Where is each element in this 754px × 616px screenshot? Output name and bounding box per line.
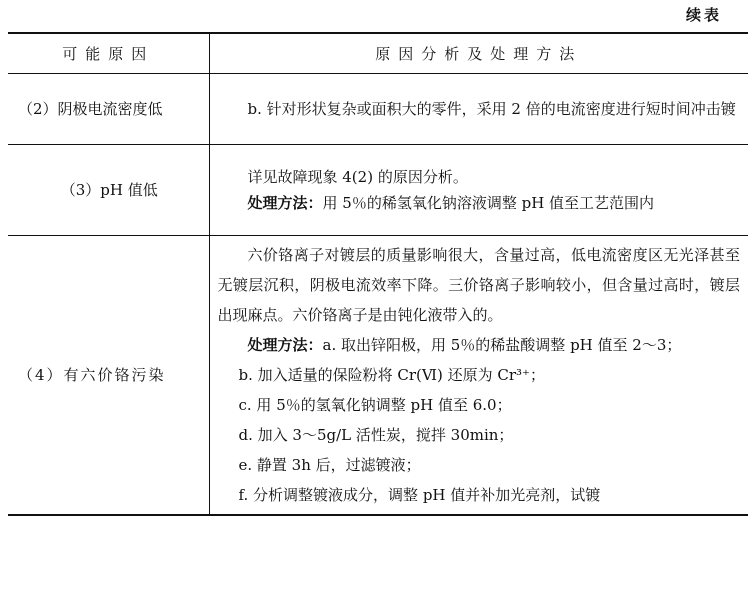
analysis-paragraph: [218, 190, 741, 216]
cause-cell: （3）pH 值低: [8, 145, 209, 236]
table-row: [8, 74, 748, 145]
table-row: [8, 145, 748, 236]
analysis-step: e. 静置 3h 后，过滤镀液；: [238, 456, 421, 474]
analysis-paragraph: b. 针对形状复杂或面积大的零件，采用 2 倍的电流密度进行短时间冲击镀: [247, 100, 736, 118]
analysis-paragraph: 详见故障现象 4(2) 的原因分析。: [247, 168, 468, 186]
analysis-step: d. 加入 3～5g/L 活性炭，搅拌 30min；: [238, 426, 514, 444]
header-cause: 可能原因: [8, 33, 209, 74]
header-analysis: 原因分析及处理方法: [209, 33, 748, 74]
analysis-cell: [209, 145, 748, 236]
cause-cell: （4）有六价铬污染: [8, 236, 209, 516]
analysis-cell: [209, 74, 748, 145]
method-label: 处理方法：: [247, 336, 323, 354]
analysis-step: f. 分析调整镀液成分，调整 pH 值并补加光亮剂，试镀: [238, 486, 601, 504]
analysis-step: b. 加入适量的保险粉将 Cr(Ⅵ) 还原为 Cr³⁺；: [238, 366, 545, 384]
cause-analysis-table: [8, 32, 748, 516]
analysis-paragraph: 六价铬离子对镀层的质量影响很大，含量过高，低电流密度区无光泽甚至无镀层沉积，阴极电流效率下降。三价铬离子影响较小，但含量过高时，镀层出现麻点。六价铬离子是由钝化液带入的。: [217, 246, 740, 324]
table-header-row: [8, 33, 748, 74]
analysis-cell: [209, 236, 748, 516]
analysis-step: c. 用 5％的氢氧化钠调整 pH 值至 6.0；: [238, 396, 512, 414]
continued-table-label: 续表: [685, 6, 722, 24]
method-text: 用 5％的稀氢氧化钠溶液调整 pH 值至工艺范围内: [322, 194, 655, 212]
cause-cell: （2）阴极电流密度低: [8, 74, 209, 145]
analysis-paragraph: [218, 330, 741, 360]
method-text: a. 取出锌阳极，用 5％的稀盐酸调整 pH 值至 2～3；: [322, 336, 682, 354]
method-label: 处理方法：: [247, 194, 323, 212]
table-row: [8, 236, 748, 516]
